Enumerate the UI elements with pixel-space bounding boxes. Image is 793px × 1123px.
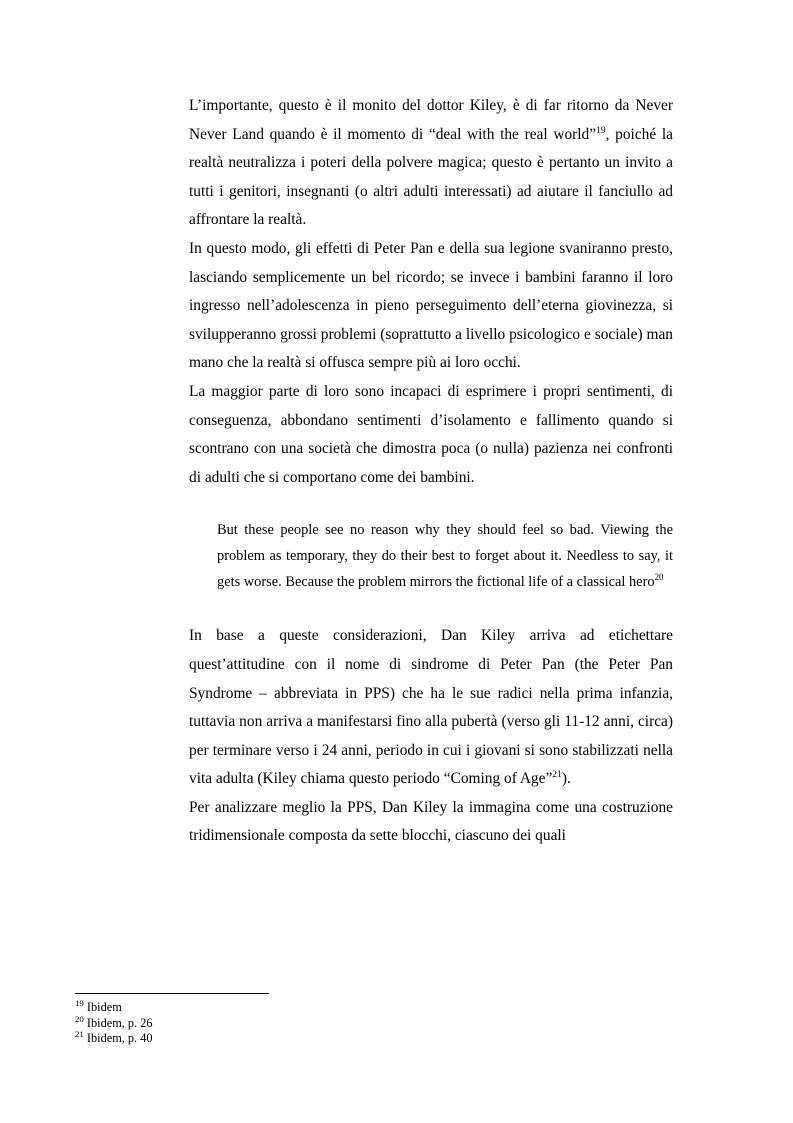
paragraph-4-text-b: ). (561, 770, 571, 788)
footnote-number: 20 (75, 1013, 84, 1024)
footnote-text: Ibidem, p. 40 (86, 1031, 153, 1045)
footnote-20 (75, 1013, 475, 1032)
block-quote-text: But these people see no reason why they should feel so bad. Viewing the problem as temporary, they do their best to forget about it. Needless to say, it gets worse. Because the problem mirrors the fictional life of a classical hero (217, 522, 673, 591)
footnote-text: Ibidem, p. 26 (86, 1015, 153, 1030)
paragraph-4-text-a: In base a queste considerazioni, Dan Kiley arriva ad etichettare quest’attitudine con il nome di sindrome di Peter Pan (the Peter Pan Syndrome – abbreviata in PPS) che ha le sue radici nella prima infanzia, tuttavia non arriva a manifestarsi fino alla pubertà (verso gli 11-12 anni, circa) per terminare verso i 24 anni, periodo in cui i giovani si sono stabilizzati nella vita adulta (Kiley chiama questo periodo “Coming of Age” (189, 627, 673, 788)
footnote-separator (75, 993, 269, 994)
paragraph-3: La maggior parte di loro sono incapaci di esprimere i propri sentimenti, di conseguenza, abbondano sentimenti d’isolamento e fallimento quando si scontrano con una società che dimostra poca (o nulla) pazienza nei confronti di adulti che si comportano come dei bambini. (189, 382, 673, 486)
paragraph-1 (189, 92, 673, 235)
footnote-number: 21 (75, 1028, 84, 1039)
footnote-number: 19 (75, 997, 84, 1008)
paragraph-5: Per analizzare meglio la PPS, Dan Kiley la immagina come una costruzione tridimensionale composta da sette blocchi, ciascuno dei quali (189, 798, 673, 845)
footnote-21 (75, 1028, 475, 1047)
paragraph-1-text-b: , poiché la realtà neutralizza i poteri della polvere magica; questo è pertanto un invito a tutti i genitori, insegnanti (o altri adulti interessati) ad aiutare il fanciullo ad affrontare la realtà. (189, 125, 673, 229)
footnote-ref-19: 19 (596, 124, 606, 136)
footnotes (75, 997, 475, 1047)
footnote-ref-20: 20 (654, 572, 664, 583)
body-text (189, 92, 673, 851)
block-quote (217, 517, 673, 595)
footnote-ref-21: 21 (552, 769, 562, 781)
footnote-text: Ibidem (86, 1000, 122, 1014)
paragraph-1-text-a: L’importante, questo è il monito del dottor Kiley, è di far ritorno da Never Never Land quando è il momento di “deal with the real world” (189, 97, 673, 143)
footnote-19 (75, 997, 475, 1016)
paragraph-2: In questo modo, gli effetti di Peter Pan e della sua legione svaniranno presto, lasciando semplicemente un bel ricordo; se invece i bambini faranno il loro ingresso nell’adolescenza in pieno perseguimento dell’eterna giovinezza, si svilupperanno grossi problemi (soprattutto a livello psicologico e sociale) man mano che la realtà si offusca sempre più ai loro occhi. (189, 239, 673, 372)
paragraph-4 (189, 622, 673, 794)
